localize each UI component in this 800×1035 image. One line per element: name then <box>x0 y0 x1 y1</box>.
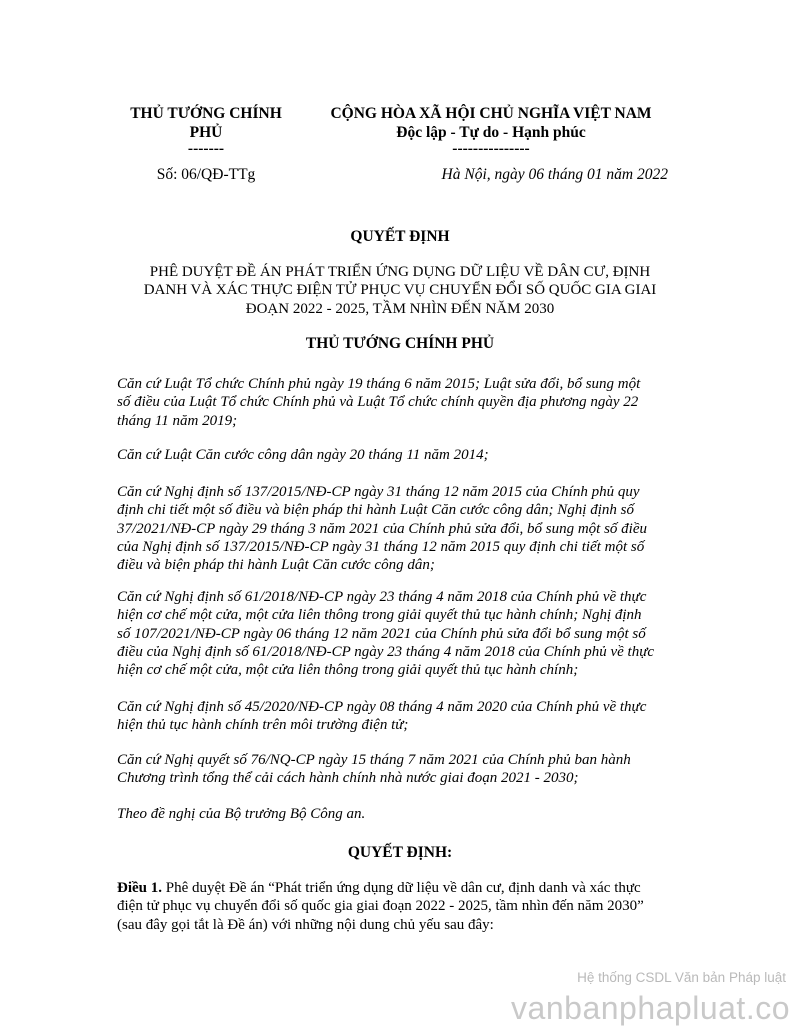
legal-basis <box>117 751 684 788</box>
legal-basis <box>117 588 684 679</box>
basis-line: của Nghị định số 137/2015/NĐ-CP ngày 31 tháng 12 năm 2015 quy định chi tiết một số <box>117 538 645 555</box>
basis-line: Căn cứ Nghị định số 137/2015/NĐ-CP ngày 31 tháng 12 năm 2015 của Chính phủ quy <box>117 484 640 500</box>
subject-line: PHÊ DUYỆT ĐỀ ÁN PHÁT TRIỂN ỨNG DỤNG DỮ LIỆU VỀ DÂN CƯ, ĐỊNH <box>149 264 651 280</box>
national-motto: Độc lập - Tự do - Hạnh phúc <box>396 124 586 141</box>
document-title: QUYẾT ĐỊNH <box>350 228 450 245</box>
basis-line: hiện thủ tục hành chính trên môi trường điện tử; <box>117 717 409 734</box>
basis-line: Căn cứ Nghị quyết số 76/NQ-CP ngày 15 tháng 7 năm 2021 của Chính phủ ban hành <box>117 752 631 768</box>
basis-line: Căn cứ Nghị định số 45/2020/NĐ-CP ngày 08 tháng 4 năm 2020 của Chính phủ về thực <box>117 699 647 715</box>
basis-line: số điều của Luật Tổ chức Chính phủ và Luật Tổ chức chính quyền địa phương ngày 22 <box>117 394 639 411</box>
basis-line: 37/2021/NĐ-CP ngày 29 tháng 3 năm 2021 của Chính phủ sửa đổi, bổ sung một số điều <box>117 520 647 537</box>
legal-basis <box>117 805 684 823</box>
basis-line: Theo đề nghị của Bộ trưởng Bộ Công an. <box>117 806 366 822</box>
article-1 <box>117 879 684 934</box>
document-number: Số: 06/QĐ-TTg <box>156 166 256 183</box>
legal-basis <box>117 483 684 574</box>
basis-line: điều và biện pháp thi hành Luật Căn cước công dân; <box>117 557 435 574</box>
agency-line-1: THỦ TƯỚNG CHÍNH <box>130 105 282 122</box>
article-text: Phê duyệt Đề án “Phát triển ứng dụng dữ liệu về dân cư, định danh và xác thực <box>162 880 641 896</box>
basis-line: Căn cứ Luật Căn cước công dân ngày 20 tháng 11 năm 2014; <box>117 447 489 463</box>
basis-line: Căn cứ Luật Tổ chức Chính phủ ngày 19 tháng 6 năm 2015; Luật sửa đổi, bổ sung một <box>117 376 641 392</box>
motto-rule: --------------- <box>452 140 530 157</box>
national-heading <box>306 104 676 156</box>
subject-line: DANH VÀ XÁC THỰC ĐIỆN TỬ PHỤC VỤ CHUYỂN ĐỔI SỐ QUỐC GIA GIAI <box>143 282 657 299</box>
legal-basis <box>117 446 684 464</box>
issuing-authority: THỦ TƯỚNG CHÍNH PHỦ <box>305 335 495 352</box>
basis-line: số 107/2021/NĐ-CP ngày 06 tháng 12 năm 2021 của Chính phủ sửa đổi bổ sung một số <box>117 625 646 642</box>
agency-rule: ------- <box>187 140 225 157</box>
basis-line: tháng 11 năm 2019; <box>117 412 238 429</box>
agency-line-2: PHỦ <box>189 124 223 141</box>
basis-line: Chương trình tổng thể cải cách hành chính nhà nước giai đoạn 2021 - 2030; <box>117 770 579 787</box>
watermark-caption: Hệ thống CSDL Văn bản Pháp luật <box>577 970 786 985</box>
watermark-site: vanbanphapluat.co <box>511 990 790 1026</box>
legal-basis <box>117 698 684 735</box>
document-subject <box>100 263 700 318</box>
basis-line: Căn cứ Nghị định số 61/2018/NĐ-CP ngày 23 tháng 4 năm 2018 của Chính phủ về thực <box>117 589 647 605</box>
legal-basis <box>117 375 684 430</box>
nation-name: CỘNG HÒA XÃ HỘI CHỦ NGHĨA VIỆT NAM <box>330 105 652 122</box>
article-text: điện tử phục vụ chuyển đổi số quốc gia giai đoạn 2022 - 2025, tầm nhìn đến năm 2030” <box>117 898 644 915</box>
issuing-agency <box>118 104 294 156</box>
basis-line: hiện cơ chế một cửa, một cửa liên thông trong giải quyết thủ tục hành chính; Nghị định <box>117 607 642 624</box>
basis-line: điều của Nghị định số 61/2018/NĐ-CP ngày 23 tháng 4 năm 2018 của Chính phủ về thực <box>117 643 655 660</box>
subject-line: ĐOẠN 2022 - 2025, TẦM NHÌN ĐẾN NĂM 2030 <box>245 300 555 317</box>
basis-line: hiện cơ chế một cửa, một cửa liên thông trong giải quyết thủ tục hành chính; <box>117 662 579 679</box>
basis-line: định chi tiết một số điều và biện pháp thi hành Luật Căn cước công dân; Nghị định số <box>117 502 634 519</box>
decision-heading: QUYẾT ĐỊNH: <box>347 844 453 861</box>
article-text: (sau đây gọi tắt là Đề án) với những nội dung chủ yếu sau đây: <box>117 916 494 933</box>
place-and-date: Hà Nội, ngày 06 tháng 01 năm 2022 <box>441 166 668 183</box>
article-label: Điều 1. <box>117 880 162 896</box>
